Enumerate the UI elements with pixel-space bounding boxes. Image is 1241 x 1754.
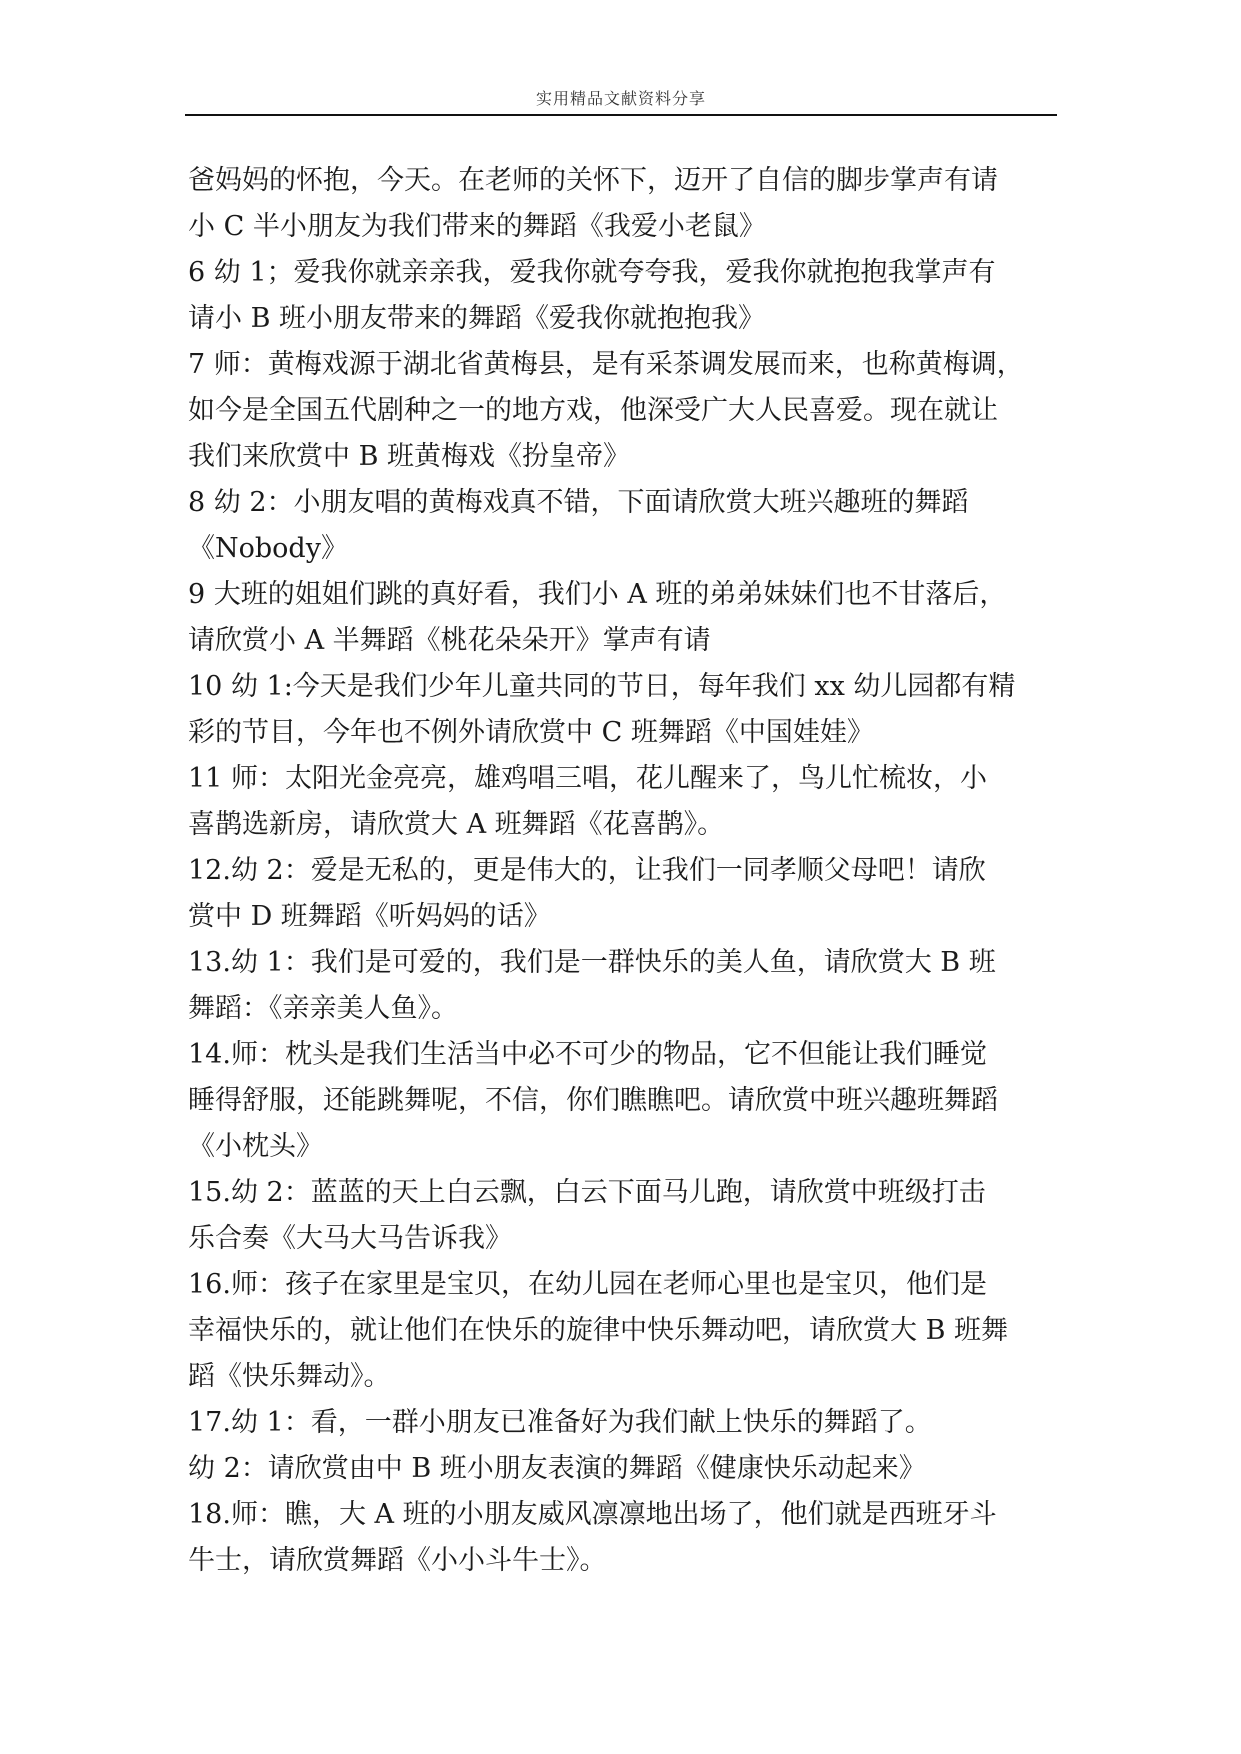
text-line: 牛士，请欣赏舞蹈《小小斗牛士》。 <box>188 1545 607 1576</box>
text-line: 乐合奏《大马大马告诉我》 <box>188 1223 512 1254</box>
text-line: 14.师：枕头是我们生活当中必不可少的物品，它不但能让我们睡觉 <box>188 1039 987 1070</box>
text-line: 爸妈妈的怀抱，今天。在老师的关怀下，迈开了自信的脚步掌声有请 <box>188 165 998 196</box>
text-line: 蹈《快乐舞动》。 <box>188 1361 391 1392</box>
text-line: 7 师：黄梅戏源于湖北省黄梅县，是有采茶调发展而来，也称黄梅调， <box>188 349 1024 380</box>
text-line: 18.师：瞧，大 A 班的小朋友威风凛凛地出场了，他们就是西班牙斗 <box>188 1499 997 1530</box>
text-line: 幼 2：请欣赏由中 B 班小朋友表演的舞蹈《健康快乐动起来》 <box>188 1453 926 1484</box>
page-header: 实用精品文献资料分享 <box>535 89 706 108</box>
text-line: 请小 B 班小朋友带来的舞蹈《爱我你就抱抱我》 <box>188 303 766 334</box>
text-line: 8 幼 2：小朋友唱的黄梅戏真不错，下面请欣赏大班兴趣班的舞蹈 <box>188 487 969 518</box>
text-line: 《Nobody》 <box>188 533 348 564</box>
text-line: 13.幼 1：我们是可爱的，我们是一群快乐的美人鱼，请欣赏大 B 班 <box>188 947 996 978</box>
text-line: 16.师：孩子在家里是宝贝，在幼儿园在老师心里也是宝贝，他们是 <box>188 1269 987 1300</box>
text-line: 15.幼 2：蓝蓝的天上白云飘，白云下面马儿跑，请欣赏中班级打击 <box>188 1177 986 1208</box>
text-line: 小 C 半小朋友为我们带来的舞蹈《我爱小老鼠》 <box>188 211 766 242</box>
text-line: 如今是全国五代剧种之一的地方戏，他深受广大人民喜爱。现在就让 <box>188 395 998 426</box>
text-line: 6 幼 1；爱我你就亲亲我，爱我你就夸夸我，爱我你就抱抱我掌声有 <box>188 257 996 288</box>
text-line: 幸福快乐的，就让他们在快乐的旋律中快乐舞动吧，请欣赏大 B 班舞 <box>188 1315 1009 1346</box>
text-line: 赏中 D 班舞蹈《听妈妈的话》 <box>188 901 551 932</box>
text-line: 11 师：太阳光金亮亮，雄鸡唱三唱，花儿醒来了，鸟儿忙梳妆，小 <box>188 763 987 794</box>
document-body <box>188 158 1068 1584</box>
text-line: 请欣赏小 A 半舞蹈《桃花朵朵开》掌声有请 <box>188 625 711 656</box>
header-divider <box>185 114 1057 116</box>
text-line: 彩的节目，今年也不例外请欣赏中 C 班舞蹈《中国娃娃》 <box>188 717 874 748</box>
text-line: 12.幼 2：爱是无私的，更是伟大的，让我们一同孝顺父母吧！请欣 <box>188 855 986 886</box>
text-line: 17.幼 1：看，一群小朋友已准备好为我们献上快乐的舞蹈了。 <box>188 1407 932 1438</box>
text-line: 我们来欣赏中 B 班黄梅戏《扮皇帝》 <box>188 441 631 472</box>
text-line: 睡得舒服，还能跳舞呢，不信，你们瞧瞧吧。请欣赏中班兴趣班舞蹈 <box>188 1085 998 1116</box>
text-line: 9 大班的姐姐们跳的真好看，我们小 A 班的弟弟妹妹们也不甘落后， <box>188 579 1007 610</box>
text-line: 《小枕头》 <box>188 1131 323 1162</box>
text-line: 喜鹊选新房，请欣赏大 A 班舞蹈《花喜鹊》。 <box>188 809 725 840</box>
text-line: 舞蹈：《亲亲美人鱼》。 <box>188 993 458 1024</box>
text-line: 10 幼 1:今天是我们少年儿童共同的节日，每年我们 xx 幼儿园都有精 <box>188 671 1016 702</box>
